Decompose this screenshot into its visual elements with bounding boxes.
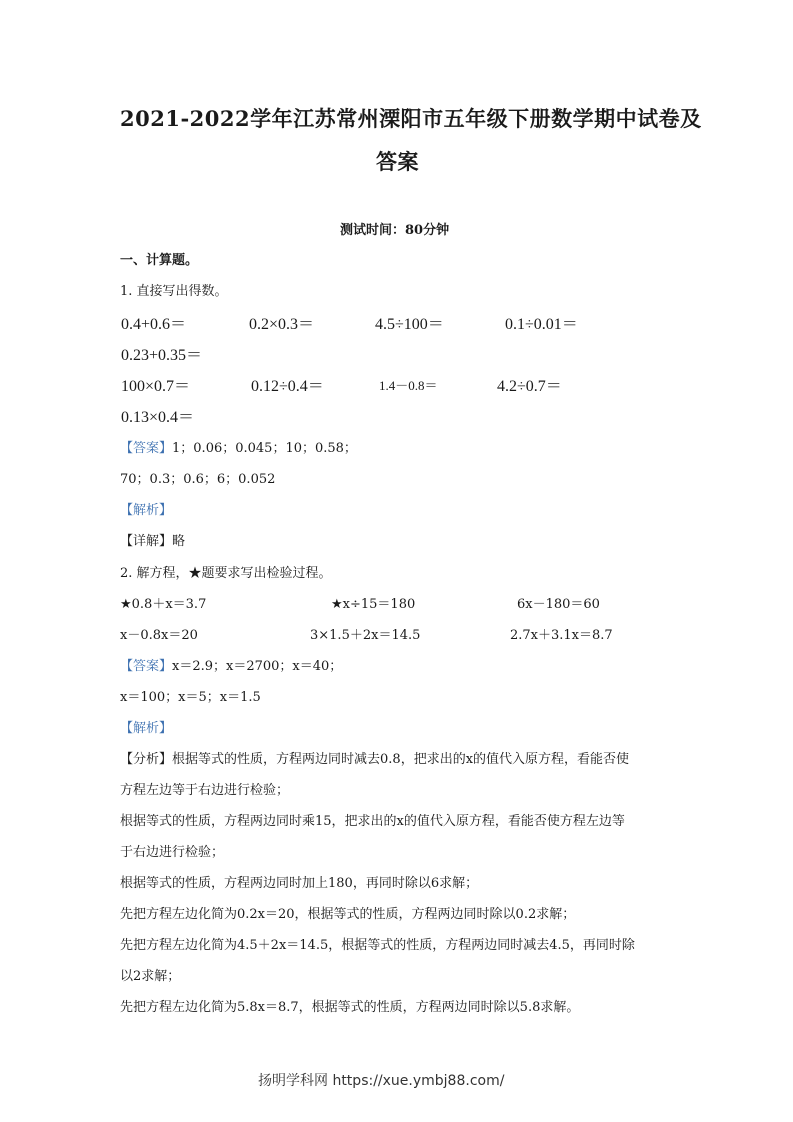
answer-tag: 【答案】 [120, 659, 173, 674]
analysis-line: 先把方程左边化简为5.8x＝8.7，根据等式的性质，方程两边同时除以5.8求解。 [120, 1000, 580, 1015]
q1-expr: 0.12÷0.4＝ [251, 378, 324, 395]
answer-text: x＝2.9；x＝2700；x＝40； [172, 659, 343, 674]
q2-answer-line2: x＝100；x＝5；x＝1.5 [120, 690, 261, 705]
q2-equation: 3×1.5＋2x＝14.5 [310, 628, 421, 643]
test-time: 测试时间：80分钟 [340, 223, 450, 238]
q1-detail [120, 530, 185, 549]
q2-answer [120, 655, 342, 674]
page-title-line1: 2021-2022学年江苏常州溧阳市五年级下册数学期中试卷及 [120, 106, 702, 131]
q1-expr: 0.23+0.35＝ [121, 347, 203, 364]
analysis-line: 先把方程左边化简为4.5＋2x＝14.5，根据等式的性质，方程两边同时减去4.5，再同时除 [120, 938, 635, 953]
analysis-line: 根据等式的性质，方程两边同时乘15，把求出的x的值代入原方程，看能否使方程左边等 [120, 814, 625, 829]
q1-answer-line2: 70；0.3；0.6；6；0.052 [120, 472, 276, 487]
q2-equation: 2.7x＋3.1x＝8.7 [510, 628, 613, 643]
q1-expr: 4.2÷0.7＝ [497, 378, 562, 395]
q2-equation: ★x÷15＝180 [331, 597, 416, 612]
analysis-tag: 【解析】 [120, 503, 173, 518]
q2-equation: 6x－180＝60 [517, 597, 600, 612]
page-title-line2: 答案 [376, 149, 419, 174]
analysis-text: 根据等式的性质，方程两边同时减去0.8，把求出的x的值代入原方程，看能否使 [172, 752, 630, 767]
q1-expr: 1.4－0.8＝ [379, 378, 438, 393]
analysis-line: 以2求解； [120, 969, 181, 984]
answer-text: 1；0.06；0.045；10；0.58； [172, 441, 357, 456]
q2-stem: 2. 解方程，★题要求写出检验过程。 [120, 566, 332, 581]
q2-equation: x－0.8x＝20 [120, 628, 198, 643]
analysis-line: 于右边进行检验； [120, 845, 225, 860]
analysis-line: 方程左边等于右边进行检验； [120, 783, 290, 798]
q1-answer [120, 437, 357, 456]
detail-text: 略 [172, 534, 186, 549]
analysis-line: 根据等式的性质，方程两边同时加上180，再同时除以6求解； [120, 876, 479, 891]
q1-expr: 0.1÷0.01＝ [505, 316, 578, 333]
q2-equation: ★0.8＋x＝3.7 [120, 597, 207, 612]
q1-expr: 0.4+0.6＝ [121, 316, 187, 333]
analysis-line: 先把方程左边化简为0.2x＝20，根据等式的性质，方程两边同时除以0.2求解； [120, 907, 576, 922]
q1-expr: 0.13×0.4＝ [121, 409, 195, 426]
q1-expr: 4.5÷100＝ [375, 316, 444, 333]
answer-tag: 【答案】 [120, 441, 173, 456]
q1-expr: 100×0.7＝ [121, 378, 191, 395]
footer-watermark: 扬明学科网 https://xue.ymbj88.com/ [258, 1073, 505, 1089]
q1-expr: 0.2×0.3＝ [249, 316, 315, 333]
detail-tag: 【详解】 [120, 534, 173, 549]
analysis-tag: 【解析】 [120, 721, 173, 736]
analysis-line [120, 748, 629, 767]
fenxi-tag: 【分析】 [120, 752, 173, 767]
q1-stem: 1. 直接写出得数。 [120, 284, 228, 299]
section-heading: 一、计算题。 [120, 253, 199, 268]
